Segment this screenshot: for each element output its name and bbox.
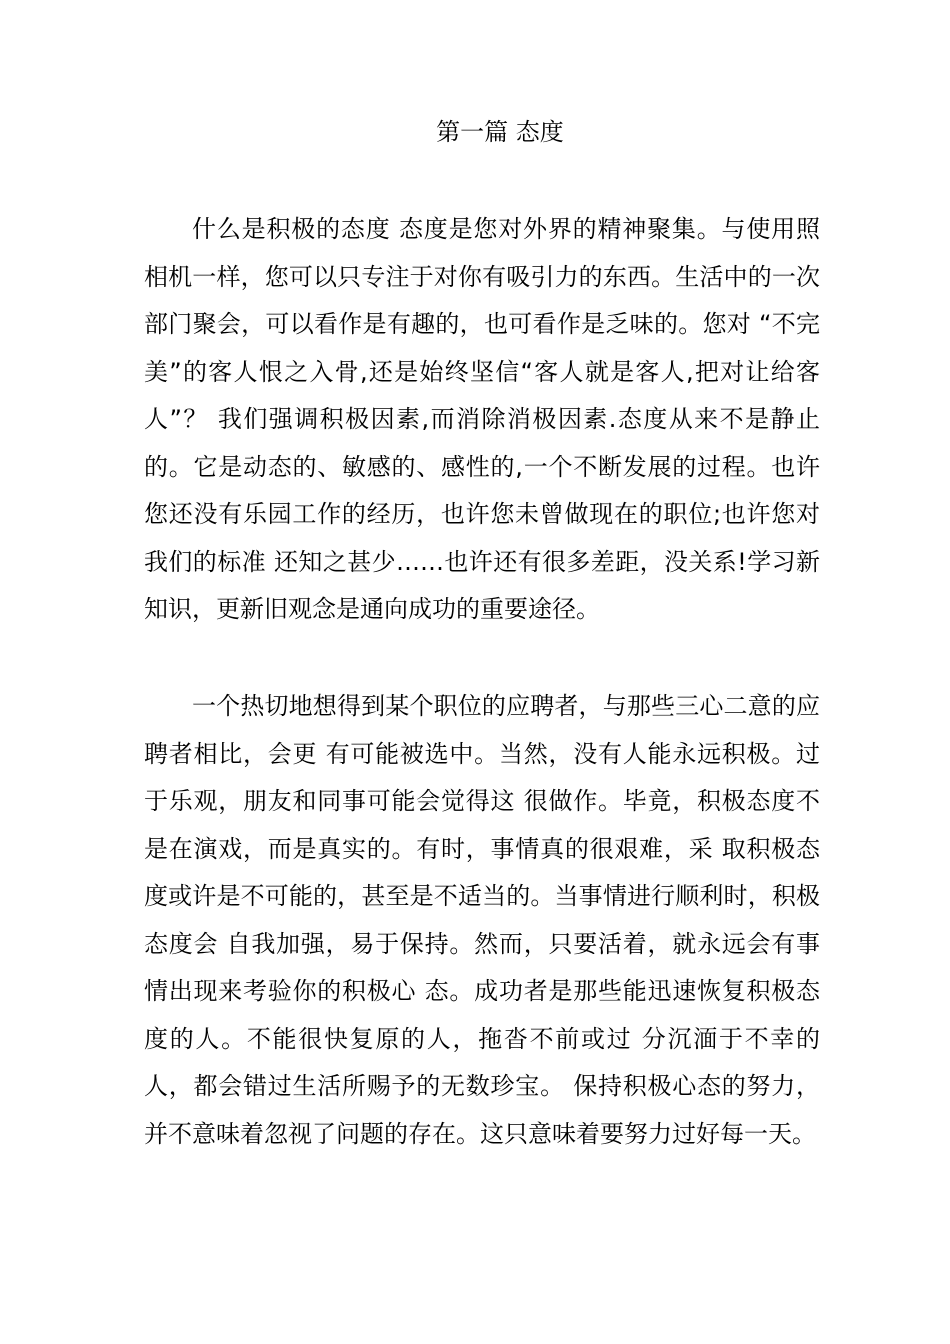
document-title: 第一篇 态度: [436, 118, 564, 146]
paragraph-1: 什么是积极的态度 态度是您对外界的精神聚集。与使用照相机一样，您可以只专注于对你有吸引力的东西。生活中的一次部门聚会，可以看作是有趣的，也可看作是乏味的。您对 “不完美”的客人恨之入骨,还是始终坚信“客人就是客人,把对让给客人”？ 我们强调积极因素,而消除消极因素.态度从来不是静止的。它是动态的、敏感的、感性的,一个不断发展的过程。也许您还没有乐园工作的经历，也许您未曾做现在的职位;也许您对我们的标准 还知之甚少……也许还有很多差距，没关系!学习新知识，更新旧观念是通向成功的重要途径。: [144, 215, 820, 623]
paragraph-2: 一个热切地想得到某个职位的应聘者，与那些三心二意的应聘者相比，会更 有可能被选中。当然，没有人能永远积极。过于乐观，朋友和同事可能会觉得这 很做作。毕竟，积极态度不是在演戏，而是真实的。有时，事情真的很艰难，采 取积极态度或许是不可能的，甚至是不适当的。当事情进行顺利时，积极态度会 自我加强，易于保持。然而，只要活着，就永远会有事情出现来考验你的积极心 态。成功者是那些能迅速恢复积极态度的人。不能很快复原的人，拖沓不前或过 分沉湎于不幸的人，都会错过生活所赐予的无数珍宝。 保持积极心态的努力，并不意味着忽视了问题的存在。这只意味着要努力过好每一天。: [144, 692, 820, 1148]
